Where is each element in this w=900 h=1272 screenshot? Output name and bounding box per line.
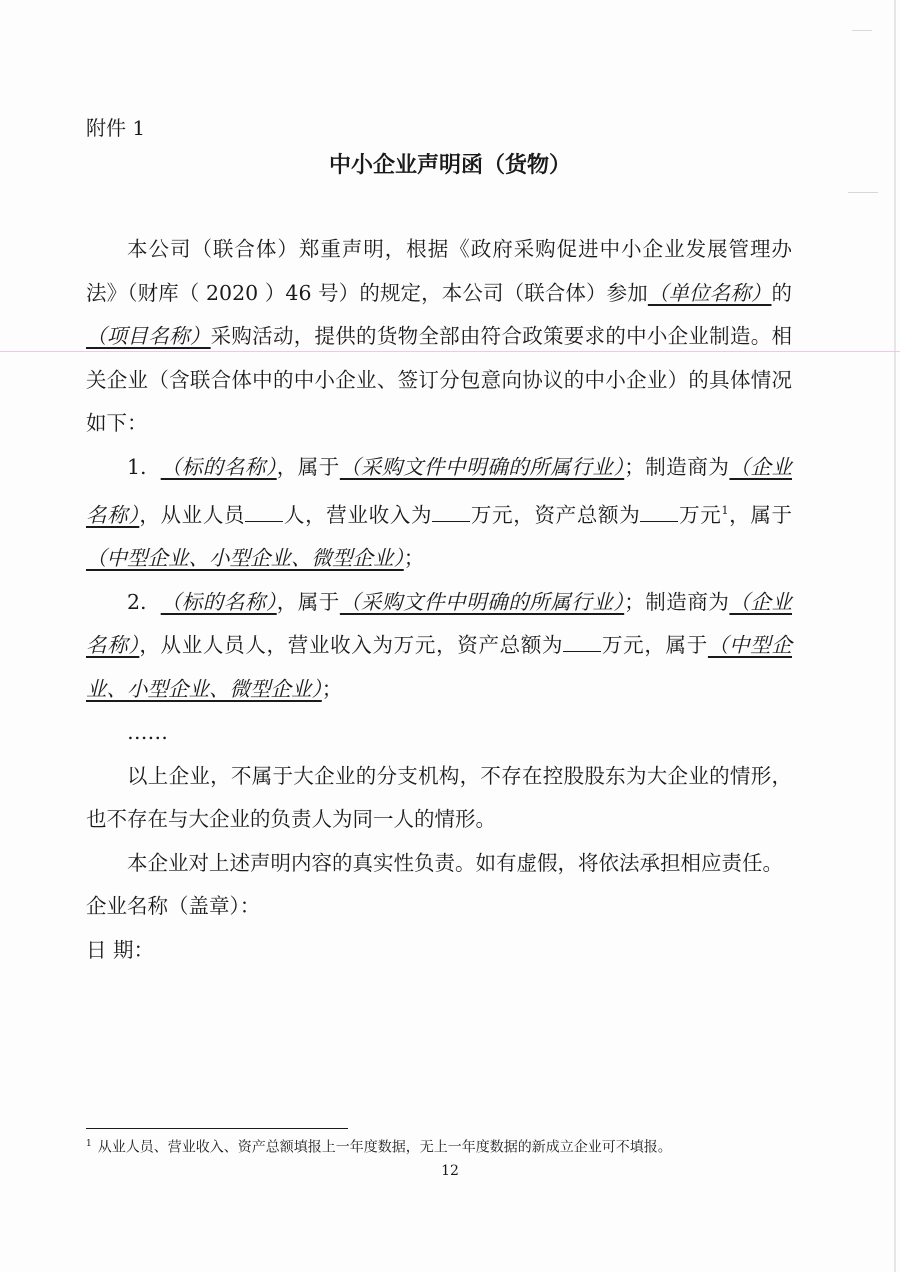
blank-field — [432, 505, 470, 522]
intro-text-3: 采购活动，提供的货物全部由符合政策要求的中小企业制造。相关企业（含联合体中的中小企业、签订分包意向协议的中小企业）的具体情况如下： — [86, 324, 793, 435]
blank-field — [245, 505, 283, 522]
unit-name-placeholder: （单位名称） — [647, 280, 772, 305]
subject-placeholder: （标的名称） — [160, 454, 277, 479]
subject-placeholder: （标的名称） — [160, 589, 277, 614]
item-text: 万元，资产总额为 — [470, 502, 641, 527]
item-text: 属于 — [750, 502, 793, 527]
size-placeholder: （中型企业、小型企业、微型企业） — [86, 546, 404, 571]
footnote-divider — [86, 1128, 348, 1129]
footnote — [86, 1134, 806, 1158]
footnote-mark: 1 — [86, 1139, 92, 1149]
ellipsis: …… — [127, 720, 168, 745]
item-1 — [86, 446, 792, 581]
item-text: 万元，属于 — [601, 633, 708, 658]
intro-paragraph — [86, 228, 792, 446]
item-number: 1. — [127, 454, 147, 479]
item-text: ； — [321, 676, 343, 701]
intro-text-2: 的 — [771, 280, 793, 305]
footnote-text: 从业人员、营业收入、资产总额填报上一年度数据，无上一年度数据的新成立企业可不填报。 — [97, 1139, 672, 1156]
page-number: 12 — [441, 1163, 459, 1179]
blank-field — [563, 635, 601, 652]
project-name-placeholder: （项目名称） — [86, 324, 211, 348]
item-text: 人，营业收入为 — [283, 502, 433, 527]
industry-placeholder: （采购文件中明确的所属行业） — [339, 454, 625, 479]
item-text: ，从业人员人，营业收入为万元，资产总额为 — [139, 633, 564, 658]
item-text: ，从业人员 — [139, 502, 246, 527]
item-2 — [86, 581, 792, 712]
item-text: ；制造商为 — [624, 454, 730, 479]
size-placeholder: （中型企业、小型企业、微型企业） — [86, 633, 793, 701]
item-text: ；制造商为 — [624, 589, 730, 614]
company-seal-label: 企业名称（盖章）： — [86, 894, 261, 919]
company-placeholder: （企业名称） — [86, 589, 793, 658]
scan-mark — [848, 192, 878, 193]
scan-mark — [852, 30, 872, 31]
item-text: ，属于 — [276, 454, 340, 479]
item-number: 2. — [127, 589, 147, 614]
item-text: 万元 — [678, 502, 722, 527]
intro-text-1: 本公司（联合体）郑重声明，根据《政府采购促进中小企业发展管理办法》（财库（ 2020 ）46 号）的规定，本公司（联合体）参加 — [86, 237, 792, 305]
page-title: 中小企业声明函（货物） — [328, 153, 571, 178]
footnote-ref: 1 — [721, 504, 729, 517]
declaration-body — [86, 228, 792, 972]
not-branch-paragraph: 以上企业，不属于大企业的分支机构，不存在控股股东为大企业的情形，也不存在与大企业的负责人为同一人的情形。 — [86, 763, 792, 832]
industry-placeholder: （采购文件中明确的所属行业） — [339, 589, 625, 614]
blank-field — [640, 505, 678, 522]
company-placeholder: （企业名称） — [86, 454, 793, 527]
scan-edge — [894, 0, 896, 1272]
item-text: ，属于 — [276, 589, 340, 614]
item-text: ； — [403, 546, 425, 571]
responsibility-paragraph: 本企业对上述声明内容的真实性负责。如有虚假，将依法承担相应责任。 — [127, 850, 783, 875]
date-label: 日 期： — [86, 937, 155, 962]
annex-label: 附件 1 — [86, 116, 146, 140]
item-text: ， — [728, 502, 751, 527]
